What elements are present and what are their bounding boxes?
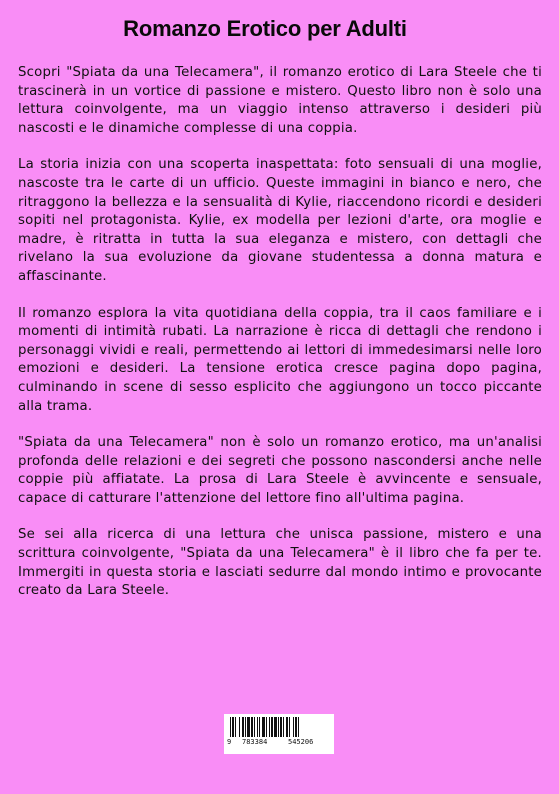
paragraph-themes: Il romanzo esplora la vita quotidiana della coppia, tra il caos familiare e i momenti di intimità rubati. La narrazione è ricca di dettagli che rendono i personaggi vividi e reali, permettendo ai lettori di immedesimarsi nelle loro emozioni e desideri. La tensione erotica cresce pagina dopo pagina, culminando in scene di sesso esplicito che aggiungono un tocco piccante alla trama. (18, 305, 542, 414)
barcode-digit-first: 9 (227, 738, 232, 746)
barcode-bar (242, 717, 244, 737)
barcode-bar (295, 717, 297, 737)
paragraph-story: La storia inizia con una scoperta inaspettata: foto sensuali di una moglie, nascoste tra le carte di un ufficio. Queste immagini in bianco e nero, che ritraggono la bellezza e la sensualità di Kylie, riaccendono ricordi e desideri sopiti nel protagonista. Kylie, ex modella per lezioni d'arte, ora moglie e madre, è ritratta in tutta la sua eleganza e mistero, con dettagli che rivelano la sua evoluzione da giovane studentessa a donna matura e affascinante. (18, 157, 542, 284)
barcode-bar (239, 717, 240, 737)
barcode-bar (262, 717, 265, 737)
barcode-bar (251, 717, 253, 737)
barcode-bar (271, 717, 273, 737)
barcode-group-right: 545206 (288, 738, 314, 746)
paragraph-analysis: "Spiata da una Telecamera" non è solo un romanzo erotico, ma un'analisi profonda delle relazioni e dei segreti che possono nascondersi anche nelle coppie più affiatate. La prosa di Lara Steele è avvincente e sensuale, capace di catturare l'attenzione del lettore fino all'ultima pagina. (18, 435, 542, 506)
barcode-bar (257, 717, 258, 737)
barcode-bar (254, 717, 255, 737)
barcode-bar (247, 717, 250, 737)
barcode-bar (286, 717, 288, 737)
barcode-bar (289, 717, 290, 737)
barcode-bar (259, 717, 260, 737)
barcode-bar (245, 717, 246, 737)
description-body (18, 64, 542, 619)
barcode-bar (266, 717, 267, 737)
barcode-bar (278, 717, 279, 737)
barcode-bar (274, 717, 277, 737)
barcode (224, 714, 334, 754)
barcode-bar (298, 717, 299, 737)
barcode-group-left: 783384 (242, 738, 268, 746)
barcode-bar (235, 717, 236, 737)
barcode-bar (280, 717, 282, 737)
barcode-bar (232, 717, 234, 737)
barcode-bar (269, 717, 270, 737)
barcode-bar (283, 717, 284, 737)
barcode-bar (230, 717, 231, 737)
barcode-bar (293, 717, 294, 737)
paragraph-closing: Se sei alla ricerca di una lettura che unisca passione, mistero e una scrittura coinvolgente, "Spiata da una Telecamera" è il libro che fa per te. Immergiti in questa storia e lasciati sedurre dal mondo intimo e provocante creato da Lara Steele. (18, 527, 542, 599)
barcode-bars (224, 714, 334, 754)
page-title: Romanzo Erotico per Adulti (123, 16, 407, 41)
paragraph-intro: Scopri "Spiata da una Telecamera", il romanzo erotico di Lara Steele che ti trascinerà in un vortice di passione e mistero. Questo libro non è solo una lettura coinvolgente, ma un viaggio intenso attraverso i desideri più nascosti e le dinamiche complesse di una coppia. (18, 65, 542, 136)
